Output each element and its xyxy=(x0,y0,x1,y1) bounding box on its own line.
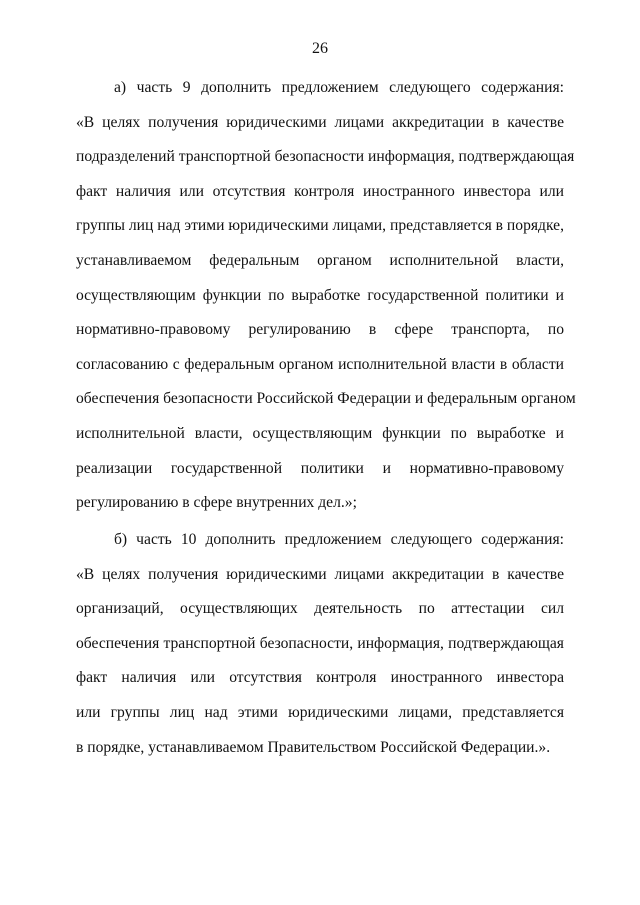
paragraph-line: реализации государственной политики и нормативно-правовому xyxy=(76,459,564,477)
paragraph-line: осуществляющим функции по выработке государственной политики и xyxy=(76,286,564,304)
paragraph-line: факт наличия или отсутствия контроля иностранного инвестора или xyxy=(76,182,564,200)
paragraph-line: регулированию в сфере внутренних дел.»; xyxy=(76,494,357,512)
paragraph-line: организаций, осуществляющих деятельность по аттестации сил xyxy=(76,600,564,618)
paragraph-first-line: б) часть 10 дополнить предложением следующего содержания: xyxy=(114,531,564,548)
page-number: 26 xyxy=(312,40,328,57)
paragraph-line: устанавливаемом федеральным органом исполнительной власти, xyxy=(76,252,564,269)
paragraph-line: «В целях получения юридическими лицами аккредитации в качестве xyxy=(76,113,564,131)
paragraph-line: подразделений транспортной безопасности информация, подтверждающая xyxy=(76,148,575,166)
paragraph-line: «В целях получения юридическими лицами аккредитации в качестве xyxy=(76,565,564,583)
paragraph-line: согласованию с федеральным органом исполнительной власти в области xyxy=(76,355,564,373)
paragraph-line: нормативно-правовому регулированию в сфере транспорта, по xyxy=(76,321,564,339)
paragraph-first-line: а) часть 9 дополнить предложением следующего содержания: xyxy=(114,79,564,96)
paragraph-line: обеспечения транспортной безопасности, информация, подтверждающая xyxy=(76,634,564,652)
paragraph-line: или группы лиц над этими юридическими лицами, представляется xyxy=(76,704,564,721)
paragraph-line: группы лиц над этими юридическими лицами, представляется в порядке, xyxy=(76,217,564,235)
paragraph-line: обеспечения безопасности Российской Федерации и федеральным органом xyxy=(76,390,576,408)
paragraph-line: исполнительной власти, осуществляющим функции по выработке и xyxy=(76,425,564,442)
paragraph-line: в порядке, устанавливаемом Правительством Российской Федерации.». xyxy=(76,738,551,756)
paragraph-line: факт наличия или отсутствия контроля иностранного инвестора xyxy=(76,669,564,687)
